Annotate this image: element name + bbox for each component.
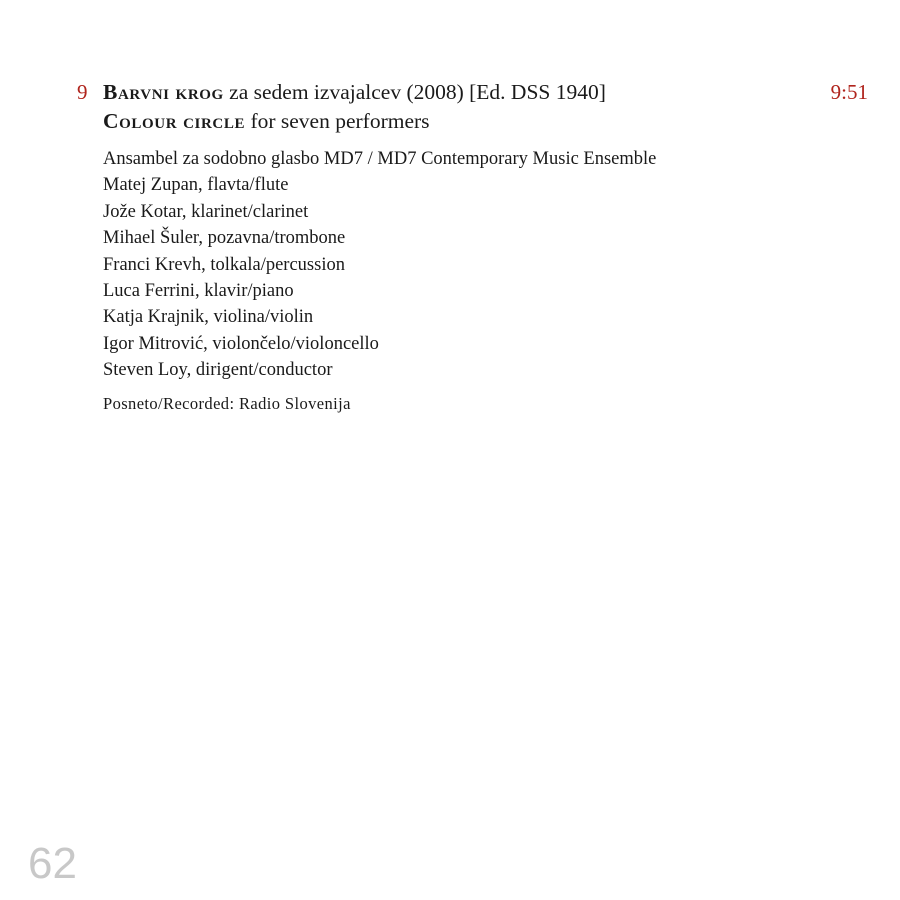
track-number: 9 [77, 80, 88, 104]
performer-line: Franci Krevh, tolkala/percussion [103, 254, 345, 275]
page-number: 62 [28, 839, 77, 888]
performer-list [103, 146, 863, 384]
track-duration: 9:51 [830, 80, 868, 104]
ensemble-name: Ansambel za sodobno glasbo MD7 / MD7 Contemporary Music Ensemble [103, 149, 657, 169]
recording-credit: Posneto/Recorded: Radio Slovenija [103, 394, 351, 413]
title-slovenian: Barvni krog [103, 80, 224, 104]
performer-line: Luca Ferrini, klavir/piano [103, 281, 294, 302]
subtitle-slovenian: za sedem izvajalcev (2008) [Ed. DSS 1940] [223, 80, 606, 104]
title-english: Colour circle [103, 109, 246, 133]
subtitle-english: for seven performers [245, 109, 430, 133]
performer-line: Jože Kotar, klarinet/clarinet [103, 201, 309, 222]
performer-line: Mihael Šuler, pozavna/trombone [103, 228, 346, 249]
performer-line: Matej Zupan, flavta/flute [103, 175, 289, 196]
title-line-slovenian [103, 78, 803, 107]
performer-line: Igor Mitrović, violončelo/violoncello [103, 333, 379, 354]
conductor-line: Steven Loy, dirigent/conductor [103, 360, 333, 381]
track-title-block [103, 78, 803, 136]
performer-line: Katja Krajnik, violina/violin [103, 307, 314, 328]
title-line-english [103, 107, 803, 136]
